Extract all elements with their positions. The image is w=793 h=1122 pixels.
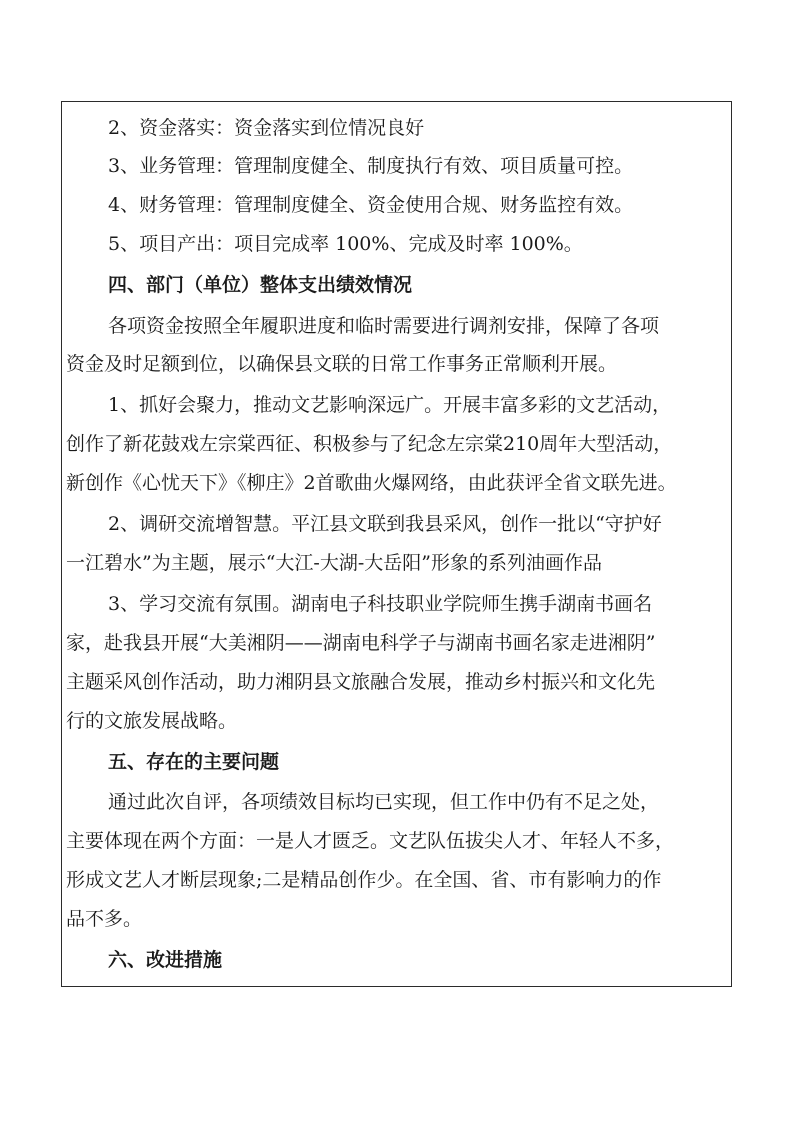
- paragraph-line: 资金及时足额到位，以确保县文联的日常工作事务正常顺利开展。: [66, 353, 618, 375]
- paragraph-line: 家，赴我县开展“大美湘阴——湖南电科学子与湖南书画名家走进湘阴”: [66, 632, 656, 654]
- list-item-project-output: 5、项目产出：项目完成率 100%、完成及时率 100%。: [108, 233, 583, 255]
- paragraph-line: 1、抓好会聚力，推动文艺影响深远广。开展丰富多彩的文艺活动，: [108, 394, 672, 416]
- paragraph-line: 2、调研交流增智慧。平江县文联到我县采风，创作一批以“守护好: [108, 513, 662, 535]
- list-item-business-management: 3、业务管理：管理制度健全、制度执行有效、项目质量可控。: [108, 155, 634, 177]
- paragraph-line: 品不多。: [66, 908, 143, 930]
- section-heading-5: 五、存在的主要问题: [108, 751, 280, 773]
- document-table-frame: [61, 101, 732, 987]
- section-heading-4: 四、部门（单位）整体支出绩效情况: [108, 274, 413, 296]
- paragraph-line: 主题采风创作活动，助力湘阴县文旅融合发展，推动乡村振兴和文化先: [66, 671, 656, 693]
- paragraph-line: 3、学习交流有氛围。湖南电子科技职业学院师生携手湖南书画名: [108, 593, 653, 615]
- paragraph-line: 行的文旅发展战略。: [66, 710, 238, 732]
- section-heading-6: 六、改进措施: [108, 949, 223, 971]
- paragraph-line: 创作了新花鼓戏左宗棠西征、积极参与了纪念左宗棠210周年大型活动，: [66, 433, 673, 455]
- paragraph-line: 主要体现在两个方面：一是人才匮乏。文艺队伍拔尖人才、年轻人不多，: [66, 830, 675, 852]
- paragraph-line: 通过此次自评，各项绩效目标均已实现，但工作中仍有不足之处，: [108, 791, 660, 813]
- paragraph-line: 各项资金按照全年履职进度和临时需要进行调剂安排，保障了各项: [108, 315, 660, 337]
- paragraph-line: 一江碧水”为主题，展示“大江-大湖-大岳阳”形象的系列油画作品: [66, 552, 602, 574]
- paragraph-line: 新创作《心忧天下》《柳庄》2首歌曲火爆网络，由此获评全省文联先进。: [66, 472, 677, 494]
- list-item-funding-implementation: 2、资金落实：资金落实到位情况良好: [108, 117, 425, 139]
- list-item-financial-management: 4、财务管理：管理制度健全、资金使用合规、财务监控有效。: [108, 194, 634, 216]
- paragraph-line: 形成文艺人才断层现象;二是精品创作少。在全国、省、市有影响力的作: [66, 869, 662, 891]
